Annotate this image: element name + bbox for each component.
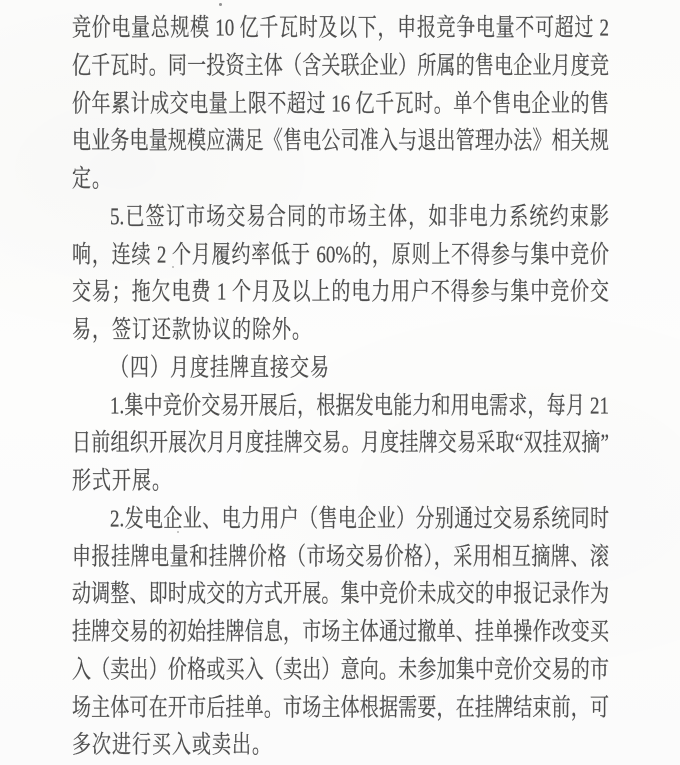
text-line: 形式开展。 <box>72 467 173 496</box>
text-line: 竞价电量总规模 10 亿千瓦时及以下，申报竞争电量不可超过 2 <box>72 14 609 43</box>
text-line: 场主体可在开市后挂单。市场主体根据需要，在挂牌结束前，可 <box>72 694 609 722</box>
text-line: 日前组织开展次月月度挂牌交易。月度挂牌交易采取“双挂双摘” <box>72 429 609 458</box>
text-block <box>72 10 609 765</box>
text-line: 响，连续 2 个月履约率低于 60%的，原则上不得参与集中竞价 <box>72 241 609 269</box>
text-line: 动调整、即时成交的方式开展。集中竞价未成交的申报记录作为 <box>72 580 609 609</box>
text-line: 入（卖出）价格或买入（卖出）意向。未参加集中竞价交易的市 <box>72 656 609 684</box>
text-line: 交易；拖欠电费 1 个月及以上的电力用户不得参与集中竞价交 <box>72 278 609 307</box>
text-line: 电业务电量规模应满足《售电公司准入与退出管理办法》相关规 <box>72 127 609 156</box>
text-line: 2.发电企业、电力用户（售电企业）分别通过交易系统同时 <box>110 505 609 533</box>
text-line: 亿千瓦时。同一投资主体（含关联企业）所属的售电企业月度竞 <box>72 52 609 80</box>
text-line: 5.已签订市场交易合同的市场主体，如非电力系统约束影 <box>110 203 609 231</box>
text-line: 多次进行买入或卖出。 <box>72 731 273 760</box>
text-line: 价年累计成交电量上限不超过 16 亿千瓦时。单个售电企业的售 <box>72 90 609 118</box>
text-line: 易，签订还款协议的除外。 <box>72 316 313 345</box>
text-line: 申报挂牌电量和挂牌价格（市场交易价格），采用相互摘牌、滚 <box>72 543 609 571</box>
text-line: 定。 <box>72 165 113 194</box>
text-line: 1.集中竞价交易开展后，根据发电能力和用电需求，每月 21 <box>110 392 609 420</box>
text-line: 挂牌交易的初始挂牌信息，市场主体通过撤单、挂单操作改变买 <box>72 618 609 647</box>
text-line: （四）月度挂牌直接交易 <box>110 354 331 382</box>
